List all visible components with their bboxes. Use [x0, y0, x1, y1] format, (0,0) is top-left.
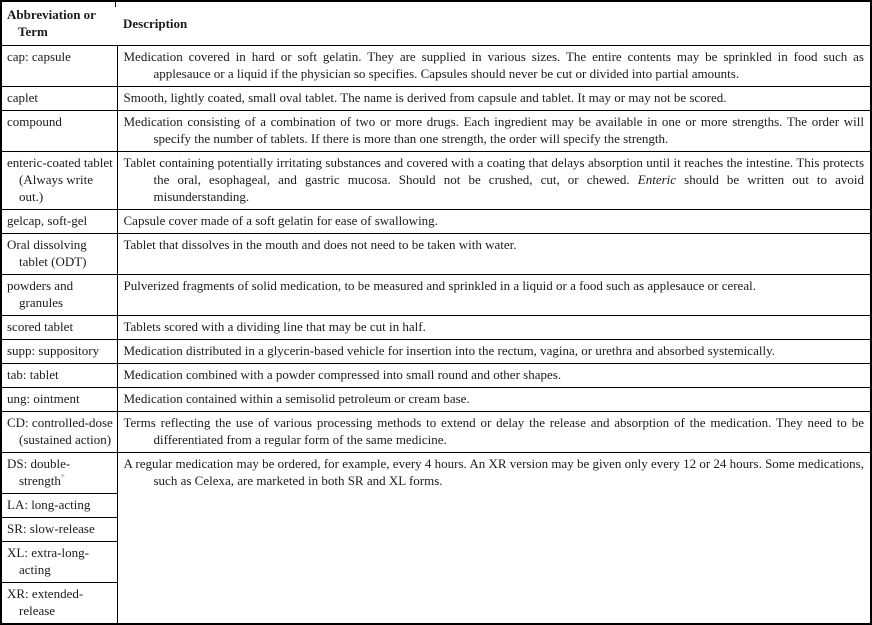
description-cell: [117, 316, 871, 340]
description-text: Medication contained within a semisolid petroleum or cream base.: [123, 391, 470, 406]
table-row: [1, 388, 871, 412]
description-cell: [117, 87, 871, 111]
table-row: [1, 453, 871, 494]
description-text: Tablet containing potentially irritating substances and covered with a coating that delays absorption until it reaches the intestine. This protects the oral, esophageal, and gastric mucosa. Should not be crushed, cut, or chewed.: [123, 155, 864, 187]
term-text: compound: [7, 114, 62, 129]
description-text: Smooth, lightly coated, small oval tablet. The name is derived from capsule and tablet. It may or may not be scored.: [123, 90, 727, 105]
term-text: enteric-coated tablet (Always write out.): [7, 155, 113, 204]
description-cell: [117, 234, 871, 275]
term-text: SR: slow-release: [7, 521, 95, 536]
description-cell: [117, 111, 871, 152]
table-header: [1, 1, 871, 46]
term-cell: [1, 364, 117, 388]
term-text: cap: capsule: [7, 49, 71, 64]
description-text: Tablet that dissolves in the mouth and does not need to be taken with water.: [123, 237, 517, 252]
term-text: powders and granules: [7, 278, 74, 310]
term-text: CD: controlled-dose (sustained action): [7, 415, 113, 447]
description-cell: [117, 453, 871, 625]
table-row: [1, 210, 871, 234]
term-cell: [1, 87, 117, 111]
term-text: gelcap, soft-gel: [7, 213, 88, 228]
term-text: caplet: [7, 90, 39, 105]
term-cell: [1, 542, 117, 583]
table-row: [1, 275, 871, 316]
term-text: XL: extra-long-acting: [7, 545, 89, 577]
header-label-term: Abbreviation or Term: [7, 7, 96, 39]
term-text: scored tablet: [7, 319, 74, 334]
table-row: [1, 340, 871, 364]
term-text: LA: long-acting: [7, 497, 91, 512]
term-cell: [1, 46, 117, 87]
term-text: tab: tablet: [7, 367, 59, 382]
header-cell-abbreviation-or-term: [1, 1, 117, 46]
term-cell: [1, 518, 117, 542]
header-column-divider-stub: [115, 2, 116, 7]
description-text: Medication distributed in a glycerin-based vehicle for insertion into the rectum, vagina, or urethra and absorbed systemically.: [123, 343, 775, 358]
description-text: Medication consisting of a combination of two or more drugs. Each ingredient may be available in one or more strengths. The order will specify the number of tablets. If there is more than one strength, the order will specify the strength.: [123, 114, 864, 146]
description-cell: [117, 388, 871, 412]
term-cell: [1, 316, 117, 340]
description-text: A regular medication may be ordered, for example, every 4 hours. An XR version may be given only every 12 or 24 hours. Some medications, such as Celexa, are marketed in both SR and XL forms.: [123, 456, 864, 488]
table-row: [1, 46, 871, 87]
table-row: [1, 152, 871, 210]
term-cell: [1, 453, 117, 494]
description-text: Enteric: [637, 172, 677, 187]
description-text: Tablets scored with a dividing line that may be cut in half.: [123, 319, 426, 334]
term-text: XR: extended-release: [7, 586, 84, 618]
table-row: [1, 87, 871, 111]
description-cell: [117, 340, 871, 364]
description-text: Terms reflecting the use of various processing methods to extend or delay the release and absorption of the medication. They need to be differentiated from a regular form of the same medicine.: [123, 415, 864, 447]
description-cell: [117, 210, 871, 234]
footnote-marker: *: [60, 472, 65, 482]
term-cell: [1, 234, 117, 275]
term-text: Oral dissolving tablet (ODT): [7, 237, 87, 269]
term-text: ung: ointment: [7, 391, 80, 406]
term-cell: [1, 494, 117, 518]
header-label-description: Description: [123, 15, 188, 31]
description-cell: [117, 364, 871, 388]
term-cell: [1, 583, 117, 625]
term-text: supp: suppository: [7, 343, 100, 358]
header-cell-description: [117, 1, 871, 46]
header-row: [1, 1, 871, 46]
table-row: [1, 316, 871, 340]
description-text: should be written out to avoid misunderstanding.: [153, 172, 864, 204]
term-cell: [1, 275, 117, 316]
term-cell: [1, 152, 117, 210]
term-cell: [1, 210, 117, 234]
term-text: DS: double-strength: [7, 456, 71, 488]
term-cell: [1, 388, 117, 412]
description-cell: [117, 275, 871, 316]
table-row: [1, 234, 871, 275]
description-text: Medication combined with a powder compressed into small round and other shapes.: [123, 367, 562, 382]
description-text: Capsule cover made of a soft gelatin for ease of swallowing.: [123, 213, 438, 228]
term-cell: [1, 340, 117, 364]
term-cell: [1, 412, 117, 453]
term-cell: [1, 111, 117, 152]
table-row: [1, 111, 871, 152]
table-row: [1, 364, 871, 388]
table-body: [1, 46, 871, 625]
table-row: [1, 412, 871, 453]
description-text: Pulverized fragments of solid medication, to be measured and sprinkled in a liquid or a food such as applesauce or cereal.: [123, 278, 756, 293]
description-cell: [117, 412, 871, 453]
description-text: Medication covered in hard or soft gelatin. They are supplied in various sizes. The entire contents may be sprinkled in food such as applesauce or a liquid if the physician so specifies. Capsules should never be cut or divided into partial amounts.: [123, 49, 864, 81]
description-cell: [117, 46, 871, 87]
description-cell: [117, 152, 871, 210]
